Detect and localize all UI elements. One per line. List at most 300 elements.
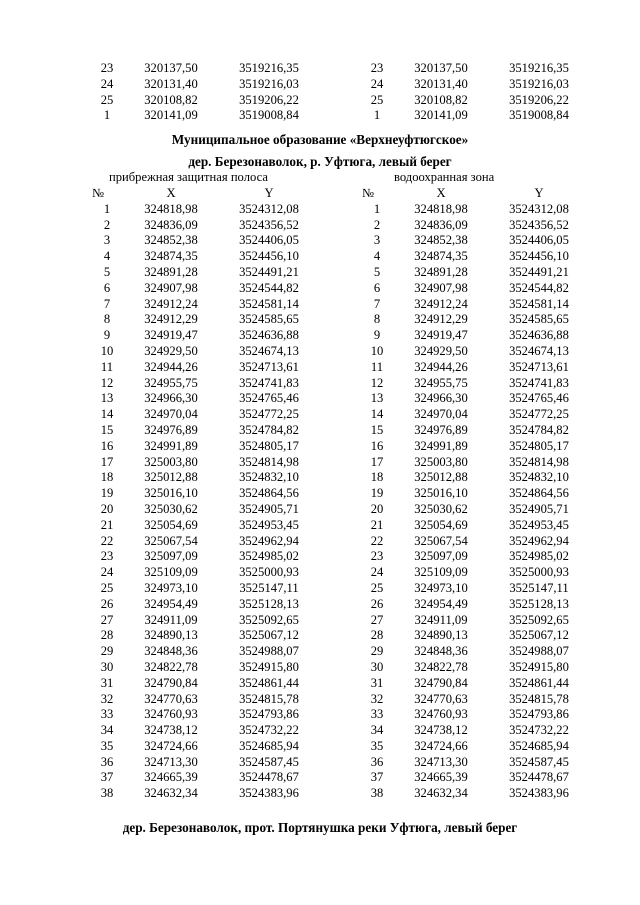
coord-y: 3524962,94: [239, 533, 299, 548]
point-number: 5: [373, 264, 381, 279]
coord-y: 3524732,22: [509, 723, 569, 738]
coord-x: 325016,10: [144, 486, 198, 501]
coord-x: 325109,09: [414, 565, 468, 580]
coord-y: 3524915,80: [509, 659, 569, 674]
point-number: 2: [373, 217, 381, 232]
coord-x: 324911,09: [144, 612, 198, 627]
table-row: [92, 344, 318, 360]
table-row: [92, 108, 318, 124]
point-number: 37: [370, 770, 384, 785]
left-table-label: прибрежная защитная полоса: [109, 170, 268, 184]
coord-y: 3524861,44: [239, 675, 299, 690]
table-row: [362, 470, 588, 486]
table-row: [362, 423, 588, 439]
table-row: [362, 660, 588, 676]
header-x: X: [166, 186, 176, 200]
coord-x: 324852,38: [414, 233, 468, 248]
table-row: [362, 328, 588, 344]
table-row: [92, 281, 318, 297]
point-number: 10: [370, 343, 384, 358]
point-number: 32: [100, 691, 114, 706]
point-number: 20: [100, 501, 114, 516]
footer-section-title: дер. Березонаволок, прот. Портянушка реки Уфтюга, левый берег: [122, 820, 518, 835]
table-row: [92, 739, 318, 755]
coord-y: 3524815,78: [509, 691, 569, 706]
coord-y: 3524636,88: [509, 328, 569, 343]
table-row: [92, 202, 318, 218]
coord-x: 324912,24: [144, 296, 198, 311]
coord-x: 324919,47: [414, 328, 468, 343]
table-row: [92, 518, 318, 534]
table-row: [362, 344, 588, 360]
coord-y: 3524674,13: [239, 343, 299, 358]
table-row: [92, 613, 318, 629]
water-protection-zone-table: [362, 186, 588, 802]
coord-x: 324760,93: [414, 707, 468, 722]
coord-y: 3524312,08: [509, 201, 569, 216]
coord-y: 3525092,65: [509, 612, 569, 627]
coord-y: 3524356,52: [509, 217, 569, 232]
header-number: №: [362, 186, 375, 200]
coord-y: 3524953,45: [239, 517, 299, 532]
municipality-title: Муниципальное образование «Верхнеуфтюгское»: [171, 132, 469, 147]
coord-x: 320141,09: [144, 108, 198, 123]
table-row: [92, 391, 318, 407]
coord-y: 3524713,61: [509, 359, 569, 374]
coord-x: 324836,09: [144, 217, 198, 232]
coord-y: 3524793,86: [239, 707, 299, 722]
coord-x: 324890,13: [414, 628, 468, 643]
coord-y: 3524765,46: [509, 391, 569, 406]
coord-x: 324874,35: [414, 249, 468, 264]
coord-x: 324891,28: [414, 264, 468, 279]
coord-y: 3525067,12: [509, 628, 569, 643]
coord-x: 324907,98: [414, 280, 468, 295]
coord-y: 3524985,02: [239, 549, 299, 564]
coord-x: 324822,78: [414, 659, 468, 674]
table-row: [362, 518, 588, 534]
point-number: 11: [100, 359, 114, 374]
point-number: 17: [100, 454, 114, 469]
coord-y: 3524544,82: [509, 280, 569, 295]
point-number: 34: [100, 723, 114, 738]
table-header: [362, 186, 588, 202]
coord-y: 3524741,83: [509, 375, 569, 390]
coord-x: 324929,50: [414, 343, 468, 358]
table-row: [362, 297, 588, 313]
table-row: [92, 755, 318, 771]
coord-x: 324973,10: [414, 580, 468, 595]
table-row: [362, 534, 588, 550]
table-row: [92, 597, 318, 613]
coord-x: 324919,47: [144, 328, 198, 343]
point-number: 3: [103, 233, 111, 248]
coord-y: 3524478,67: [239, 770, 299, 785]
coord-y: 3524864,56: [239, 486, 299, 501]
table-row: [362, 265, 588, 281]
point-number: 4: [103, 249, 111, 264]
point-number: 24: [100, 76, 114, 91]
header-y: Y: [264, 186, 274, 200]
coord-x: 324836,09: [414, 217, 468, 232]
point-number: 31: [100, 675, 114, 690]
table-row: [92, 549, 318, 565]
point-number: 1: [103, 108, 111, 123]
coord-x: 324954,49: [414, 596, 468, 611]
coord-y: 3524832,10: [239, 470, 299, 485]
table-row: [362, 439, 588, 455]
coord-y: 3524478,67: [509, 770, 569, 785]
coord-y: 3524383,96: [509, 786, 569, 801]
table-row: [362, 676, 588, 692]
table-row: [92, 439, 318, 455]
coord-x: 324929,50: [144, 343, 198, 358]
coord-x: 324966,30: [144, 391, 198, 406]
coord-y: 3519008,84: [509, 108, 569, 123]
table-row: [362, 281, 588, 297]
header-number: №: [92, 186, 105, 200]
coord-x: 324991,89: [144, 438, 198, 453]
coord-y: 3524905,71: [239, 501, 299, 516]
table-row: [92, 470, 318, 486]
point-number: 15: [100, 422, 114, 437]
point-number: 4: [373, 249, 381, 264]
coord-y: 3524814,98: [239, 454, 299, 469]
table-row: [92, 565, 318, 581]
table-row: [362, 249, 588, 265]
point-number: 36: [100, 754, 114, 769]
coord-x: 324665,39: [144, 770, 198, 785]
coord-y: 3525000,93: [239, 565, 299, 580]
coord-x: 324770,63: [144, 691, 198, 706]
point-number: 34: [370, 723, 384, 738]
point-number: 13: [370, 391, 384, 406]
coord-y: 3524685,94: [239, 738, 299, 753]
table-row: [92, 723, 318, 739]
table-row: [92, 297, 318, 313]
coord-y: 3519216,35: [509, 61, 569, 75]
coord-y: 3524805,17: [509, 438, 569, 453]
coord-x: 320141,09: [414, 108, 468, 123]
point-number: 23: [100, 61, 114, 75]
coord-x: 324912,29: [414, 312, 468, 327]
coord-x: 324907,98: [144, 280, 198, 295]
point-number: 25: [370, 92, 384, 107]
table-row: [92, 628, 318, 644]
point-number: 6: [103, 280, 111, 295]
coord-x: 325003,80: [144, 454, 198, 469]
coord-x: 320137,50: [414, 61, 468, 75]
table-row: [92, 786, 318, 802]
point-number: 5: [103, 264, 111, 279]
coord-x: 325054,69: [414, 517, 468, 532]
table-row: [92, 218, 318, 234]
coastal-strip-table: [92, 186, 318, 802]
point-number: 24: [370, 565, 384, 580]
coord-x: 324665,39: [414, 770, 468, 785]
table-row: [362, 108, 588, 124]
table-row: [92, 676, 318, 692]
coord-y: 3524456,10: [509, 249, 569, 264]
coord-x: 324738,12: [414, 723, 468, 738]
point-number: 1: [373, 201, 381, 216]
table-row: [362, 376, 588, 392]
coord-x: 324944,26: [414, 359, 468, 374]
coord-x: 320137,50: [144, 61, 198, 75]
coord-x: 324976,89: [414, 422, 468, 437]
table-row: [362, 549, 588, 565]
table-row: [92, 581, 318, 597]
coord-x: 325030,62: [144, 501, 198, 516]
coord-y: 3525000,93: [509, 565, 569, 580]
table-row: [362, 407, 588, 423]
coord-y: 3519206,22: [239, 92, 299, 107]
point-number: 20: [370, 501, 384, 516]
coord-y: 3524832,10: [509, 470, 569, 485]
coord-y: 3524581,14: [239, 296, 299, 311]
point-number: 13: [100, 391, 114, 406]
top-table-right: [362, 61, 588, 124]
table-row: [362, 360, 588, 376]
coord-y: 3525147,11: [239, 580, 299, 595]
coord-x: 325030,62: [414, 501, 468, 516]
table-row: [362, 723, 588, 739]
coord-y: 3524406,05: [509, 233, 569, 248]
point-number: 33: [100, 707, 114, 722]
coord-x: 324724,66: [144, 738, 198, 753]
point-number: 27: [370, 612, 384, 627]
point-number: 38: [100, 786, 114, 801]
point-number: 35: [100, 738, 114, 753]
point-number: 30: [100, 659, 114, 674]
coord-x: 324955,75: [414, 375, 468, 390]
point-number: 26: [100, 596, 114, 611]
table-row: [92, 61, 318, 77]
table-header: [92, 186, 318, 202]
coord-y: 3524356,52: [239, 217, 299, 232]
table-row: [362, 739, 588, 755]
point-number: 38: [370, 786, 384, 801]
point-number: 6: [373, 280, 381, 295]
table-row: [362, 218, 588, 234]
point-number: 9: [373, 328, 381, 343]
coord-y: 3524491,21: [509, 264, 569, 279]
coord-x: 324790,84: [414, 675, 468, 690]
table-row: [362, 628, 588, 644]
point-number: 2: [103, 217, 111, 232]
coord-y: 3524312,08: [239, 201, 299, 216]
table-row: [92, 770, 318, 786]
coord-x: 324713,30: [414, 754, 468, 769]
coord-x: 324891,28: [144, 264, 198, 279]
table-row: [362, 202, 588, 218]
point-number: 12: [100, 375, 114, 390]
table-row: [362, 233, 588, 249]
coord-y: 3524581,14: [509, 296, 569, 311]
coord-x: 325109,09: [144, 565, 198, 580]
coord-x: 324970,04: [144, 407, 198, 422]
point-number: 8: [103, 312, 111, 327]
coord-y: 3524585,65: [509, 312, 569, 327]
coord-x: 325016,10: [414, 486, 468, 501]
coord-y: 3524784,82: [509, 422, 569, 437]
coord-x: 325067,54: [414, 533, 468, 548]
point-number: 35: [370, 738, 384, 753]
point-number: 21: [370, 517, 384, 532]
table-row: [92, 407, 318, 423]
coord-x: 320108,82: [414, 92, 468, 107]
coord-y: 3524636,88: [239, 328, 299, 343]
coord-x: 324848,36: [414, 644, 468, 659]
point-number: 27: [100, 612, 114, 627]
table-row: [92, 312, 318, 328]
table-row: [92, 692, 318, 708]
coord-x: 324955,75: [144, 375, 198, 390]
coord-x: 325003,80: [414, 454, 468, 469]
point-number: 18: [370, 470, 384, 485]
coord-x: 320131,40: [414, 76, 468, 91]
coord-y: 3519216,03: [239, 76, 299, 91]
coord-y: 3524587,45: [239, 754, 299, 769]
coord-x: 324890,13: [144, 628, 198, 643]
table-row: [92, 660, 318, 676]
coord-y: 3524772,25: [239, 407, 299, 422]
coord-x: 324770,63: [414, 691, 468, 706]
coord-x: 324852,38: [144, 233, 198, 248]
point-number: 37: [100, 770, 114, 785]
coord-y: 3524861,44: [509, 675, 569, 690]
coord-y: 3519008,84: [239, 108, 299, 123]
section-title: дер. Березонаволок, р. Уфтюга, левый берег: [188, 154, 452, 169]
coord-y: 3524805,17: [239, 438, 299, 453]
table-row: [92, 233, 318, 249]
point-number: 19: [370, 486, 384, 501]
coord-x: 324632,34: [144, 786, 198, 801]
coord-y: 3525092,65: [239, 612, 299, 627]
table-row: [362, 692, 588, 708]
coord-y: 3525147,11: [509, 580, 569, 595]
coord-y: 3524587,45: [509, 754, 569, 769]
point-number: 22: [370, 533, 384, 548]
coord-x: 325054,69: [144, 517, 198, 532]
point-number: 28: [100, 628, 114, 643]
coord-x: 324912,29: [144, 312, 198, 327]
point-number: 31: [370, 675, 384, 690]
table-row: [92, 502, 318, 518]
point-number: 3: [373, 233, 381, 248]
point-number: 25: [370, 580, 384, 595]
coord-y: 3524864,56: [509, 486, 569, 501]
table-row: [362, 391, 588, 407]
coord-y: 3524713,61: [239, 359, 299, 374]
coord-x: 324973,10: [144, 580, 198, 595]
coord-x: 324911,09: [414, 612, 468, 627]
coord-x: 320131,40: [144, 76, 198, 91]
coord-y: 3524915,80: [239, 659, 299, 674]
point-number: 17: [370, 454, 384, 469]
coord-x: 324976,89: [144, 422, 198, 437]
point-number: 12: [370, 375, 384, 390]
coord-y: 3524406,05: [239, 233, 299, 248]
point-number: 33: [370, 707, 384, 722]
coord-x: 324848,36: [144, 644, 198, 659]
point-number: 1: [103, 201, 111, 216]
coord-x: 324912,24: [414, 296, 468, 311]
point-number: 36: [370, 754, 384, 769]
table-row: [92, 534, 318, 550]
coord-y: 3524741,83: [239, 375, 299, 390]
table-row: [362, 77, 588, 93]
point-number: 29: [100, 644, 114, 659]
coord-y: 3524765,46: [239, 391, 299, 406]
table-row: [92, 376, 318, 392]
point-number: 29: [370, 644, 384, 659]
point-number: 22: [100, 533, 114, 548]
table-row: [362, 707, 588, 723]
coord-x: 324738,12: [144, 723, 198, 738]
point-number: 23: [100, 549, 114, 564]
table-row: [92, 77, 318, 93]
point-number: 15: [370, 422, 384, 437]
point-number: 9: [103, 328, 111, 343]
coord-y: 3525128,13: [239, 596, 299, 611]
coord-y: 3525128,13: [509, 596, 569, 611]
header-x: X: [436, 186, 446, 200]
table-row: [92, 644, 318, 660]
coord-y: 3524585,65: [239, 312, 299, 327]
table-row: [92, 423, 318, 439]
point-number: 8: [373, 312, 381, 327]
coord-y: 3524814,98: [509, 454, 569, 469]
table-row: [362, 93, 588, 109]
point-number: 32: [370, 691, 384, 706]
point-number: 7: [373, 296, 381, 311]
table-row: [362, 755, 588, 771]
top-table-left: [92, 61, 318, 124]
table-row: [362, 581, 588, 597]
coord-x: 324818,98: [144, 201, 198, 216]
coord-y: 3525067,12: [239, 628, 299, 643]
table-row: [92, 707, 318, 723]
table-row: [92, 360, 318, 376]
coord-y: 3519216,03: [509, 76, 569, 91]
coord-x: 325012,88: [144, 470, 198, 485]
coord-y: 3524685,94: [509, 738, 569, 753]
coord-y: 3524815,78: [239, 691, 299, 706]
coord-y: 3524953,45: [509, 517, 569, 532]
header-y: Y: [534, 186, 544, 200]
table-row: [92, 486, 318, 502]
right-table-label: водоохранная зона: [394, 170, 495, 184]
coord-y: 3524962,94: [509, 533, 569, 548]
table-row: [92, 249, 318, 265]
table-row: [362, 455, 588, 471]
point-number: 25: [100, 92, 114, 107]
coord-x: 324760,93: [144, 707, 198, 722]
point-number: 26: [370, 596, 384, 611]
coord-y: 3524772,25: [509, 407, 569, 422]
point-number: 7: [103, 296, 111, 311]
table-row: [362, 312, 588, 328]
table-row: [362, 502, 588, 518]
coord-x: 325012,88: [414, 470, 468, 485]
table-row: [92, 93, 318, 109]
coord-x: 324818,98: [414, 201, 468, 216]
coord-x: 324632,34: [414, 786, 468, 801]
coord-x: 324970,04: [414, 407, 468, 422]
coord-y: 3524988,07: [509, 644, 569, 659]
point-number: 24: [100, 565, 114, 580]
